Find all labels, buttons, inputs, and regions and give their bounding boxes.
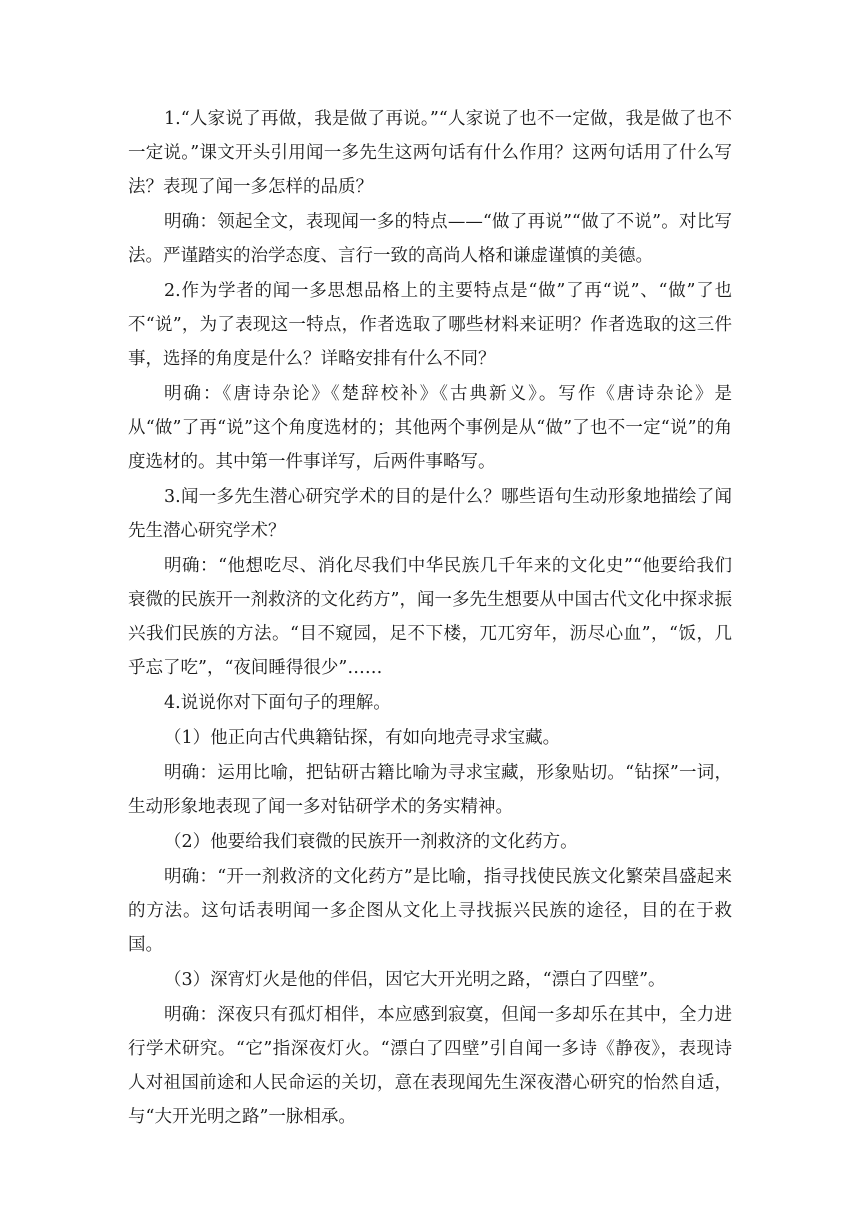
question-1: 1.“人家说了再做，我是做了再说。”“人家说了也不一定做，我是做了也不一定说。”课文开头引用闻一多先生这两句话有什么作用？这两句话用了什么写法？表现了闻一多怎样的品质？ — [128, 109, 732, 197]
sentence-3: （3）深宵灯火是他的伴侣，因它大开光明之路，“漂白了四壁”。 — [164, 970, 666, 990]
document-body — [128, 102, 732, 1135]
answer-2: 明确：《唐诗杂论》《楚辞校补》《古典新义》。写作《唐诗杂论》是从“做”了再“说”这个角度选材的；其他两个事例是从“做”了也不一定“说”的角度选材的。其中第一件事详写，后两件事略写。 — [128, 384, 732, 472]
question-3: 3.闻一多先生潜心研究学术的目的是什么？哪些语句生动形象地描绘了闻先生潜心研究学术？ — [128, 487, 732, 541]
sentence-2: （2）他要给我们衰微的民族开一剂救济的文化药方。 — [164, 832, 578, 852]
question-4: 4.说说你对下面句子的理解。 — [164, 693, 391, 713]
answer-3: 明确：“他想吃尽、消化尽我们中华民族几千年来的文化史”“他要给我们衰微的民族开一剂救济的文化药方”，闻一多先生想要从中国古代文化中探求振兴我们民族的方法。“目不窥园，足不下楼，兀兀穷年，沥尽心血”，“饭，几乎忘了吃”，“夜间睡得很少”…… — [128, 556, 732, 678]
sentence-1: （1）他正向古代典籍钻探，有如向地壳寻求宝藏。 — [164, 728, 561, 748]
answer-1: 明确：领起全文，表现闻一多的特点——“做了再说”“做了不说”。对比写法。严谨踏实的治学态度、言行一致的高尚人格和谦虚谨慎的美德。 — [128, 212, 732, 266]
answer-4-2: 明确：“开一剂救济的文化药方”是比喻，指寻找使民族文化繁荣昌盛起来的方法。这句话表明闻一多企图从文化上寻找振兴民族的途径，目的在于救国。 — [128, 867, 732, 955]
question-2: 2.作为学者的闻一多思想品格上的主要特点是“做”了再“说”、“做”了也不“说”，为了表现这一特点，作者选取了哪些材料来证明？作者选取的这三件事，选择的角度是什么？详略安排有什么不同？ — [128, 281, 732, 369]
answer-4-1: 明确：运用比喻，把钻研古籍比喻为寻求宝藏，形象贴切。“钻探”一词，生动形象地表现了闻一多对钻研学术的务实精神。 — [128, 763, 732, 817]
answer-4-3: 明确：深夜只有孤灯相伴，本应感到寂寞，但闻一多却乐在其中，全力进行学术研究。“它”指深夜灯火。“漂白了四壁”引自闻一多诗《静夜》，表现诗人对祖国前途和人民命运的关切，意在表现闻先生深夜潜心研究的怡然自适，与“大开光明之路”一脉相承。 — [128, 1005, 732, 1127]
